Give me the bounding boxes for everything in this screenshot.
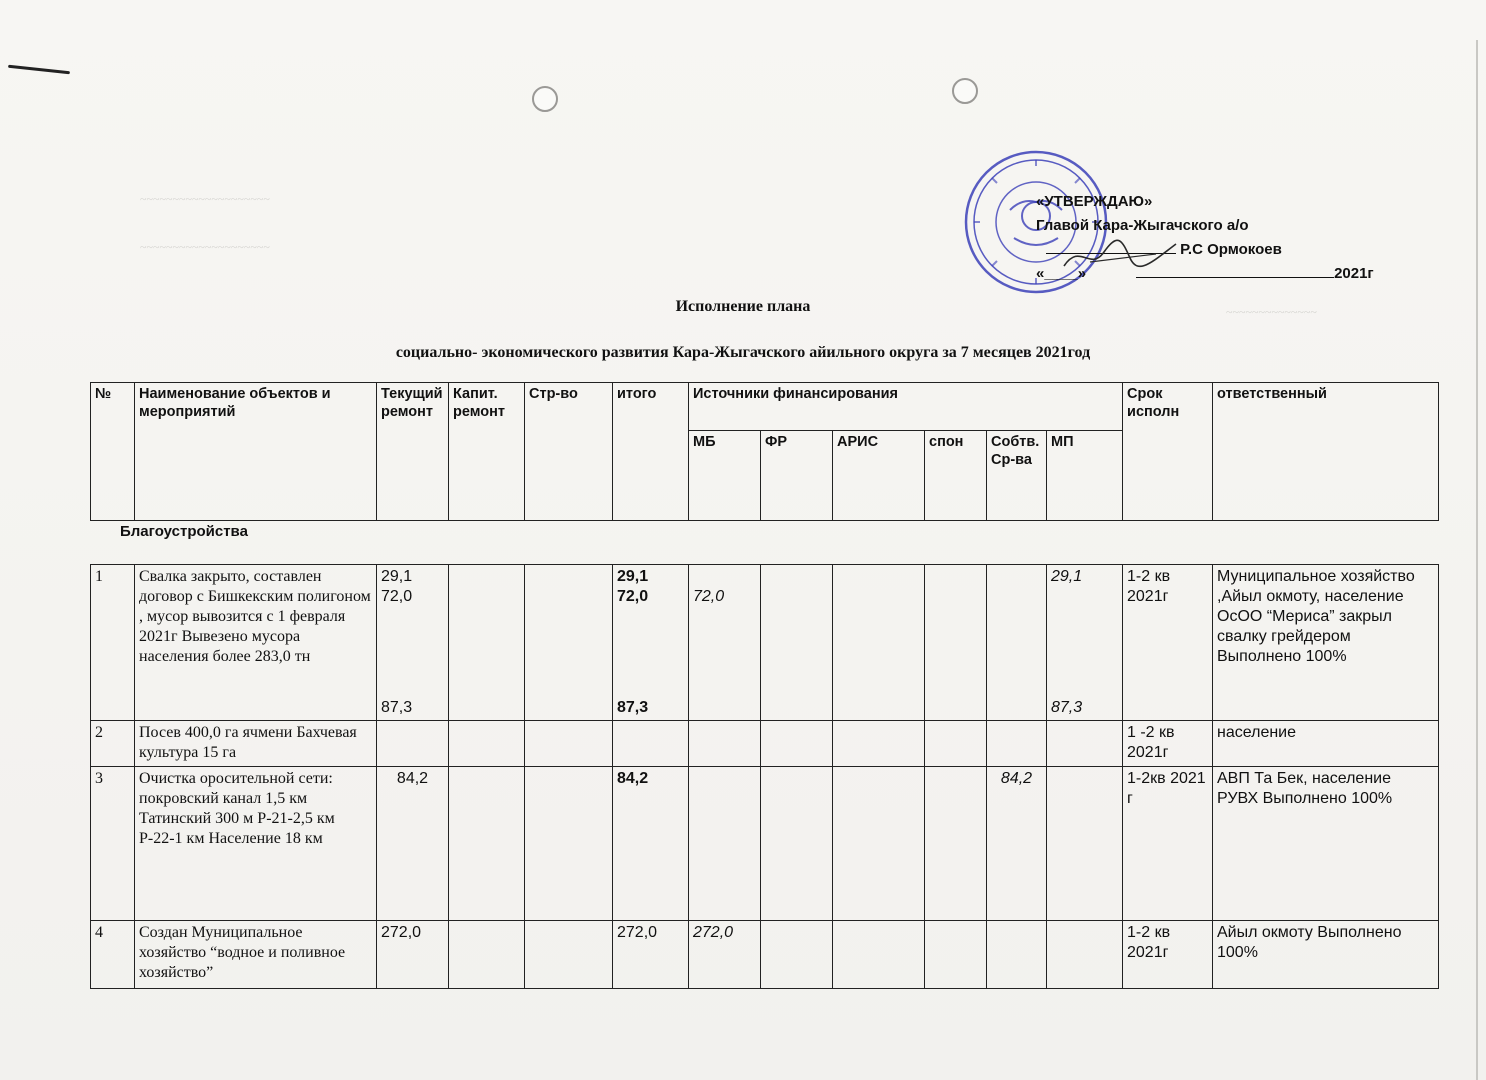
row-number: 4 [91,921,135,989]
row-aris [833,721,925,767]
row-name: Создан Муниципальное хозяйство “водное и поливное хозяйство” [135,921,377,989]
handwritten-signature [1060,232,1180,276]
row-construction [525,767,613,921]
col-own-header: Собтв. Ср-ва [987,431,1047,521]
row-number: 1 [91,565,135,721]
row-construction [525,921,613,989]
row-responsible: население [1213,721,1439,767]
row-aris [833,921,925,989]
row-fr [761,565,833,721]
table-row [91,565,1439,721]
punch-hole-right [952,78,978,104]
row-construction [525,721,613,767]
col-deadline-header: Срок исполн [1123,383,1213,521]
punch-hole-left [532,86,558,112]
row-total: 272,0 [613,921,689,989]
row-responsible: Муниципальное хозяйство ,Айыл окмоту, население ОсОО “Мериса” закрыл свалку грейдером Выполнено 100% [1213,565,1439,721]
col-num-header: № [91,383,135,521]
approval-authority: Главой Кара-Жыгачского а/о [1036,217,1249,234]
row-mp [1047,767,1123,921]
row-own [987,721,1047,767]
col-name-header: Наименование объектов и мероприятий [135,383,377,521]
page-edge [1476,40,1478,1080]
row-total [613,565,689,721]
row-own [987,565,1047,721]
row-deadline: 1-2 кв 2021г [1123,565,1213,721]
col-aris-header: АРИС [833,431,925,521]
row-capital [449,767,525,921]
bleed-through: ~~~~~~~~~~~~~~~~~~~~ [140,192,270,206]
total-value: 87,3 [617,699,649,716]
row-number: 2 [91,721,135,767]
signatory-name: Р.С Ормокоев [1180,241,1282,258]
row-number: 3 [91,767,135,921]
total-value: 72,0 [617,588,649,605]
bleed-through: ~~~~~~~~~~~~~~~~~~~~ [140,240,270,254]
row-mp [1047,921,1123,989]
row-mp [1047,565,1123,721]
pen-mark [8,65,70,74]
row-current: 272,0 [377,921,449,989]
row-fr [761,721,833,767]
row-capital [449,921,525,989]
col-total-header: итого [613,383,689,521]
row-spon [925,721,987,767]
row-spon [925,767,987,921]
date-year: 2021г [1334,265,1374,282]
row-mb [689,721,761,767]
row-current [377,721,449,767]
row-fr [761,767,833,921]
date-day: «____» [1036,265,1087,282]
row-total: 84,2 [613,767,689,921]
row-name: Посев 400,0 га ячмени Бахчевая культура 15 га [135,721,377,767]
row-deadline: 1 -2 кв 2021г [1123,721,1213,767]
col-responsible-header: ответственный [1213,383,1439,521]
row-own: 84,2 [987,767,1047,921]
row-mb [689,767,761,921]
current-value: 29,1 [381,568,413,585]
row-own [987,921,1047,989]
mp-value: 29,1 [1051,568,1083,585]
current-value: 72,0 [381,588,413,605]
total-value: 29,1 [617,568,649,585]
document-title: Исполнение плана [675,298,811,315]
document-subtitle: социально- экономического развития Кара-Жыгачского айильного округа за 7 месяцев 2021год [395,344,1091,361]
col-mb-header: МБ [689,431,761,521]
row-deadline: 1-2кв 2021 г [1123,767,1213,921]
col-current-header: Текущий ремонт [377,383,449,521]
row-fr [761,921,833,989]
row-responsible: АВП Та Бек, население РУВХ Выполнено 100% [1213,767,1439,921]
plan-table-header [90,382,1439,521]
current-value: 87,3 [381,699,413,716]
col-sources-header: Источники финансирования [689,383,1123,431]
row-aris [833,565,925,721]
row-total [613,721,689,767]
row-mp [1047,721,1123,767]
table-row [91,921,1439,989]
row-spon [925,921,987,989]
row-aris [833,767,925,921]
row-current: 84,2 [377,767,449,921]
row-mb: 72,0 [689,565,761,721]
plan-table-body [90,564,1439,989]
col-spon-header: спон [925,431,987,521]
row-responsible: Айыл окмоту Выполнено 100% [1213,921,1439,989]
row-capital [449,565,525,721]
row-deadline: 1-2 кв 2021г [1123,921,1213,989]
bleed-through: ~~~~~~~~~~~~~~ [1226,305,1317,319]
table-row [91,721,1439,767]
section-heading: Благоустройства [120,523,248,540]
row-capital [449,721,525,767]
table-row [91,767,1439,921]
row-name: Очистка оросительной сети: покровский канал 1,5 км Татинский 300 м Р-21-2,5 км Р-22-1 км Население 18 км [135,767,377,921]
row-spon [925,565,987,721]
col-capital-header: Капит. ремонт [449,383,525,521]
row-name: Свалка закрыто, составлен договор с Бишкекским полигоном , мусор вывозится с 1 февраля 2021г Вывезено мусора населения более 283,0 тн [135,565,377,721]
col-mp-header: МП [1047,431,1123,521]
col-fr-header: ФР [761,431,833,521]
mp-value: 87,3 [1051,699,1083,716]
date-line [1136,277,1334,278]
row-current [377,565,449,721]
approval-heading: «УТВЕРЖДАЮ» [1036,193,1153,210]
row-construction [525,565,613,721]
row-mb: 272,0 [689,921,761,989]
col-construction-header: Стр-во [525,383,613,521]
